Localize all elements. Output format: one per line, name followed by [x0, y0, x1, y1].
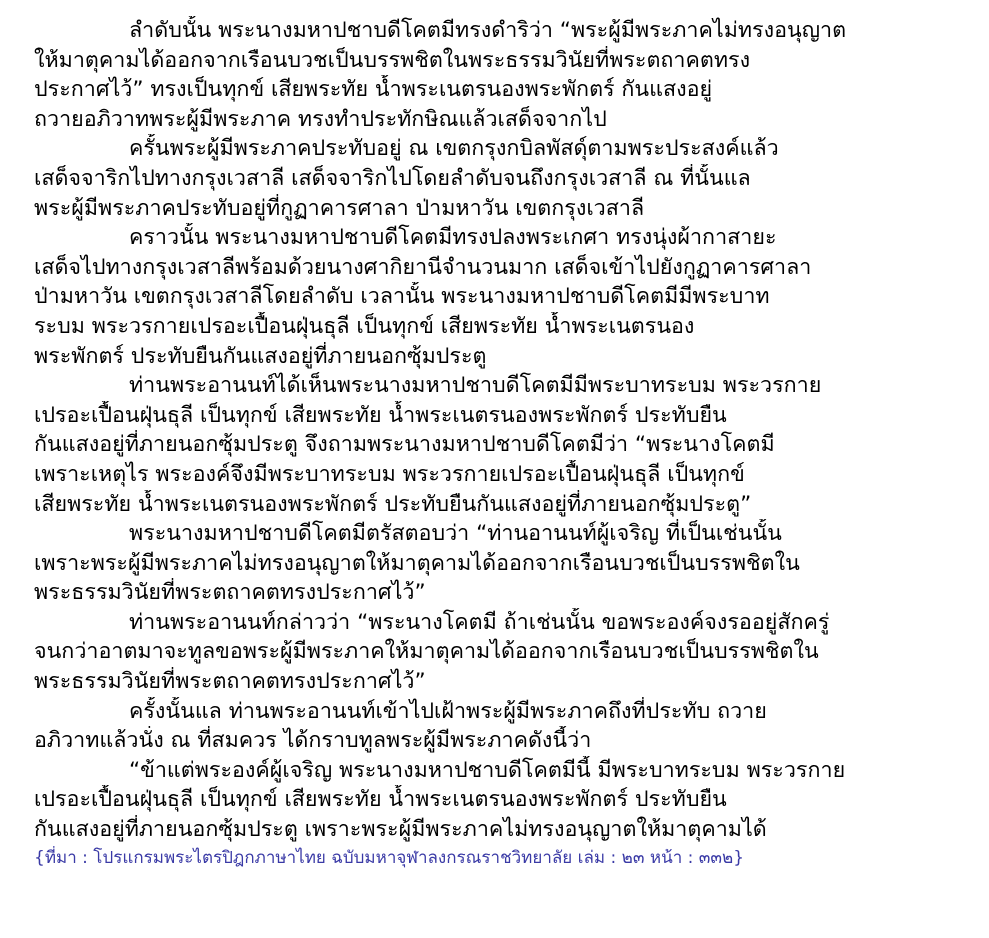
text-line: ระบม พระวรกายเปรอะเปื้อนฝุ่นธุลี เป็นทุกข์ เสียพระทัย น้ำพระเนตรนอง: [34, 313, 695, 339]
text-line: พระธรรมวินัยที่พระตถาคตทรงประกาศไว้”: [34, 580, 426, 606]
paragraph-7: [34, 697, 945, 756]
text-line: เสด็จไปทางกรุงเวสาลีพร้อมด้วยนางศากิยานีจำนวนมาก เสด็จเข้าไปยังกูฏาคารศาลา: [34, 254, 812, 280]
text-line: ป่ามหาวัน เขตกรุงเวสาลีโดยลำดับ เวลานั้น พระนางมหาปชาบดีโคตมีมีพระบาท: [34, 284, 770, 310]
paragraph-4: [34, 371, 945, 519]
text-line: “ข้าแต่พระองค์ผู้เจริญ พระนางมหาปชาบดีโคตมีนี้ มีพระบาทระบม พระวรกาย: [129, 757, 846, 783]
text-line: ท่านพระอานนท์กล่าวว่า “พระนางโคตมี ถ้าเช่นนั้น ขอพระองค์จงรออยู่สักครู่: [129, 609, 830, 635]
text-line: คราวนั้น พระนางมหาปชาบดีโคตมีทรงปลงพระเกศา ทรงนุ่งผ้ากาสายะ: [129, 225, 777, 251]
text-line: ลำดับนั้น พระนางมหาปชาบดีโคตมีทรงดำริว่า “พระผู้มีพระภาคไม่ทรงอนุญาต: [129, 18, 847, 43]
text-line: พระผู้มีพระภาคประทับอยู่ที่กูฏาคารศาลา ป่ามหาวัน เขตกรุงเวสาลี: [34, 195, 645, 221]
text-line: เสด็จจาริกไปทางกรุงเวสาลี เสด็จจาริกไปโดยลำดับจนถึงกรุงเวสาลี ณ ที่นั้นแล: [34, 165, 751, 191]
paragraph-2: [34, 134, 945, 223]
text-line: เปรอะเปื้อนฝุ่นธุลี เป็นทุกข์ เสียพระทัย น้ำพระเนตรนองพระพักตร์ ประทับยืน: [34, 787, 727, 813]
paragraph-6: [34, 608, 945, 697]
text-line: ครั้งนั้นแล ท่านพระอานนท์เข้าไปเฝ้าพระผู้มีพระภาคถึงที่ประทับ ถวาย: [129, 698, 767, 724]
text-line: อภิวาทแล้วนั่ง ณ ที่สมควร ได้กราบทูลพระผู้มีพระภาคดังนี้ว่า: [34, 728, 592, 754]
text-line: ให้มาตุคามได้ออกจากเรือนบวชเป็นบรรพชิตในพระธรรมวินัยที่พระตถาคตทรง: [34, 47, 751, 73]
paragraph-1: [34, 16, 945, 134]
text-line: จนกว่าอาตมาจะทูลขอพระผู้มีพระภาคให้มาตุคามได้ออกจากเรือนบวชเป็นบรรพชิตใน: [34, 639, 819, 665]
text-line: เสียพระทัย น้ำพระเนตรนองพระพักตร์ ประทับยืนกันแสงอยู่ที่ภายนอกซุ้มประตู”: [34, 491, 752, 517]
text-line: ถวายอภิวาทพระผู้มีพระภาค ทรงทำประทักษิณแล้วเสด็จจากไป: [34, 106, 607, 132]
text-line: เพราะเหตุไร พระองค์จึงมีพระบาทระบม พระวรกายเปรอะเปื้อนฝุ่นธุลี เป็นทุกข์: [34, 461, 745, 487]
text-line: ครั้นพระผู้มีพระภาคประทับอยู่ ณ เขตกรุงกบิลพัสดุ์ตามพระประสงค์แล้ว: [129, 136, 779, 162]
text-line: พระธรรมวินัยที่พระตถาคตทรงประกาศไว้”: [34, 669, 426, 695]
source-citation: {ที่มา : โปรแกรมพระไตรปิฎกภาษาไทย ฉบับมหาจุฬาลงกรณราชวิทยาลัย เล่ม : ๒๓ หน้า : ๓๓๒}: [34, 847, 745, 868]
text-line: เปรอะเปื้อนฝุ่นธุลี เป็นทุกข์ เสียพระทัย น้ำพระเนตรนองพระพักตร์ ประทับยืน: [34, 402, 727, 428]
text-line: ประกาศไว้” ทรงเป็นทุกข์ เสียพระทัย น้ำพระเนตรนองพระพักตร์ กันแสงอยู่: [34, 77, 713, 103]
paragraph-3: [34, 223, 945, 371]
text-line: เพราะพระผู้มีพระภาคไม่ทรงอนุญาตให้มาตุคามได้ออกจากเรือนบวชเป็นบรรพชิตใน: [34, 550, 800, 576]
paragraph-8: [34, 756, 945, 845]
text-line: กันแสงอยู่ที่ภายนอกซุ้มประตู เพราะพระผู้มีพระภาคไม่ทรงอนุญาตให้มาตุคามได้: [34, 817, 767, 843]
text-line: ท่านพระอานนท์ได้เห็นพระนางมหาปชาบดีโคตมีมีพระบาทระบม พระวรกาย: [129, 373, 822, 399]
text-line: กันแสงอยู่ที่ภายนอกซุ้มประตู จึงถามพระนางมหาปชาบดีโคตมีว่า “พระนางโคตมี: [34, 432, 775, 458]
text-line: พระพักตร์ ประทับยืนกันแสงอยู่ที่ภายนอกซุ้มประตู: [34, 343, 487, 369]
text-line: พระนางมหาปชาบดีโคตมีตรัสตอบว่า “ท่านอานนท์ผู้เจริญ ที่เป็นเช่นนั้น: [129, 521, 782, 547]
paragraph-5: [34, 519, 945, 608]
